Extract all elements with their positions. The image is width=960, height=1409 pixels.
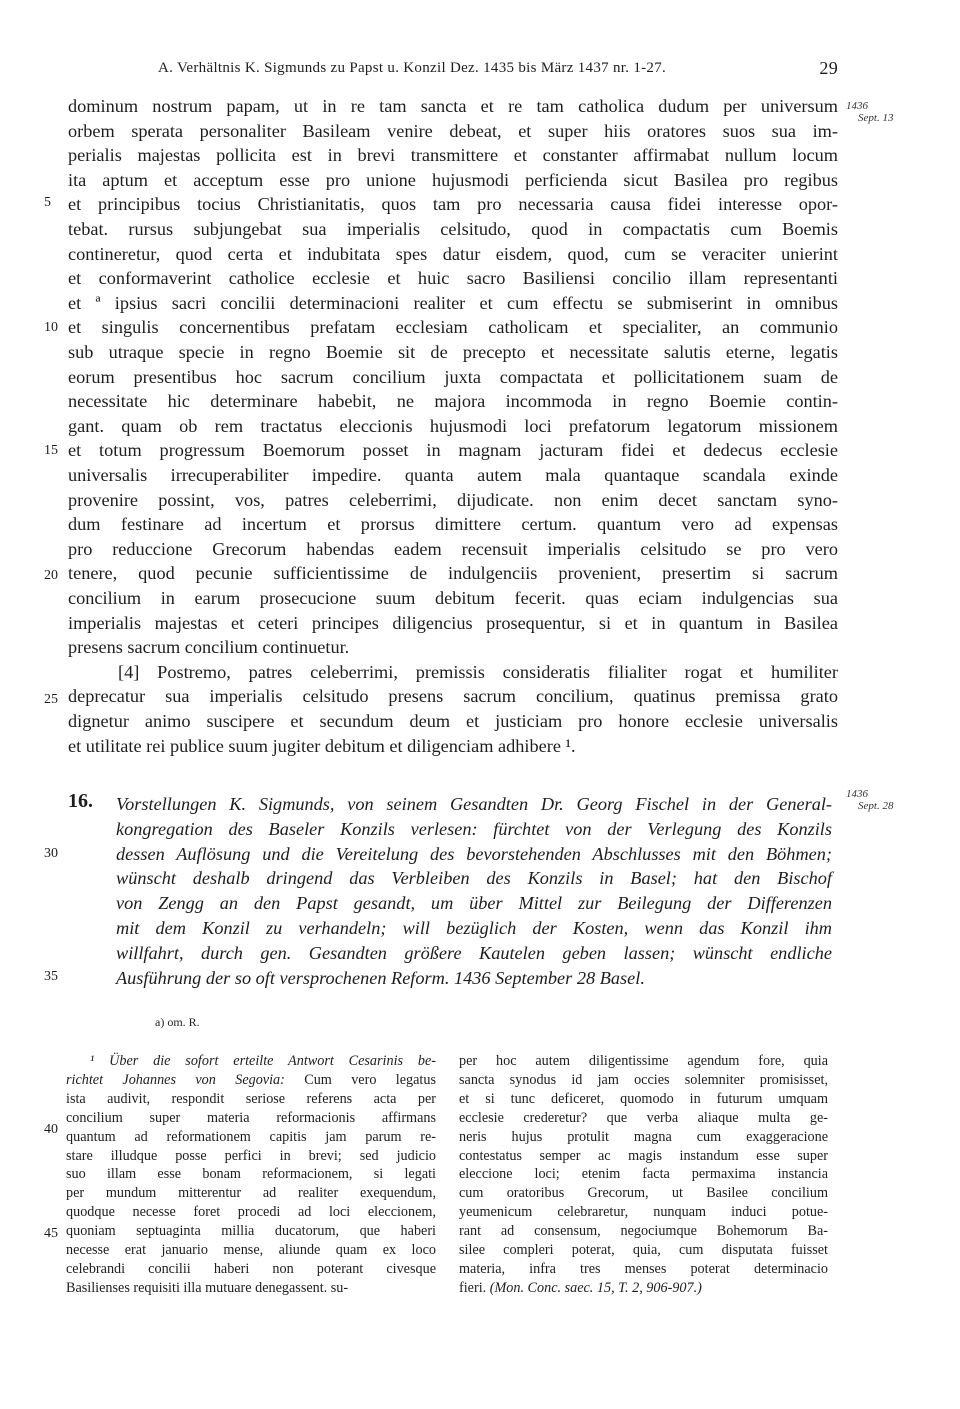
regest-line: von Zengg an den Papst gesandt, um über Mittel zur Beilegung der Differenzen [116, 893, 832, 914]
footnote-line [459, 1090, 828, 1109]
footnote-line [459, 1071, 828, 1090]
text-line: et conformaverint catholice ecclesie et huic sacro Basiliensi concilio illam representanti [68, 268, 838, 289]
footnote-citation: (Mon. Conc. saec. 15, T. 2, 906-907.) [486, 1279, 702, 1296]
footnote-italic: ¹ Über die sofort erteilte Antwort Cesarinis be- [90, 1053, 436, 1069]
text-line: et ª ipsius sacri concilii determinacioni realiter et cum effectu se submiserint in omnibus [68, 292, 838, 313]
regest-line: mit dem Konzil zu verhandeln; will bezüglich der Kosten, wenn das Konzil ihm [116, 918, 832, 938]
footnote-line [66, 1052, 436, 1071]
footnote-text: suo illam esse bonam reformacionem, si legati [66, 1166, 436, 1183]
text-line: concilium in earum prosecucione suum debitum fecerit. quas eciam indulgencias sua [68, 588, 838, 608]
footnote-line [66, 1128, 436, 1147]
footnote-text: yeumenicum celebraretur, nunquam induci potue- [459, 1204, 828, 1221]
text-line: et singulis concernentibus prefatam ecclesiam catholicam et specialiter, an communio [68, 317, 838, 338]
footnote-text: necesse erat januario mense, aliunde quam ex loco [66, 1242, 436, 1259]
document-number: 16. [68, 790, 93, 812]
footnote-line [66, 1165, 436, 1184]
footnote-line [459, 1109, 828, 1128]
text-line: contineretur, quod certa et indubitata spes datur eisdem, quod, cum se veraciter unierint [68, 243, 838, 264]
footnote-text: Basilienses requisiti illa mutuare denegassent. su- [66, 1279, 349, 1296]
regest-line: Ausführung der so oft versprochenen Reform. 1436 September 28 Basel. [116, 967, 645, 988]
margin-date-1436-sept-13 [846, 100, 893, 124]
text-line: universalis irrecuperabiliter impedire. quanta autem mala quantaque scandala exinde [68, 465, 838, 485]
footnote-line [459, 1052, 828, 1071]
regest-line: wünscht deshalb dringend das Verbleiben des Konzils in Basel; hat den Bischof [116, 868, 832, 889]
line-number: 45 [44, 1226, 58, 1241]
footnote-line [66, 1147, 436, 1166]
line-number: 15 [44, 443, 58, 458]
text-line: et totum progressum Boemorum posset in magnam jacturam fidei et dedecus ecclesie [68, 440, 838, 461]
footnote-line [459, 1222, 828, 1241]
footnote-1-right-column [459, 1052, 828, 1298]
footnote-line [66, 1279, 436, 1298]
footnote-text: eleccione loci; etenim facta permaxima instancia [459, 1166, 828, 1183]
footnote-line [66, 1203, 436, 1222]
footnote-a: a) om. R. [155, 1015, 200, 1029]
text-line: gant. quam ob rem tractatus eleccionis hujusmodi loci prefatorum legatorum missionem [68, 415, 838, 436]
footnote-text: per hoc autem diligentissime agendum fore, quia [459, 1053, 828, 1069]
margin-year: 1436 [846, 100, 868, 112]
footnote-1-left-column [66, 1052, 436, 1298]
margin-year: 1436 [846, 788, 868, 800]
footnote-text: Cum vero legatus [284, 1071, 436, 1088]
footnote-line [66, 1260, 436, 1279]
page-number: 29 [819, 58, 838, 78]
text-line: deprecatur sua imperialis celsitudo presens sacrum concilium, quatinus premissa grato [68, 686, 838, 707]
regest-line: Vorstellungen K. Sigmunds, von seinem Gesandten Dr. Georg Fischel in der General- [116, 794, 832, 814]
text-line: imperialis majestas et ceteri principes diligencius prosequentur, si et in quantum in Basilea [68, 612, 838, 633]
footnote-line [66, 1184, 436, 1203]
footnote-line [459, 1203, 828, 1222]
line-number: 30 [44, 846, 58, 861]
margin-day: Sept. 28 [858, 800, 894, 812]
footnote-text: quoniam septuaginta millia ducatorum, que haberi [66, 1223, 436, 1240]
text-line: eorum presentibus hoc sacrum concilium juxta compactata et pollicitationem suam de [68, 366, 838, 387]
footnote-text: cum oratoribus Grecorum, ut Basilee concilium [459, 1185, 828, 1202]
footnote-text: celebrandi concilii haberi non poterant civesque [66, 1260, 436, 1277]
text-line: dum festinare ad incertum et prorsus dimittere certum. quantum vero ad expensas [68, 514, 838, 535]
footnote-line [66, 1241, 436, 1260]
footnote-text: silee compleri poterat, quia, cum disputata fuisset [459, 1242, 828, 1259]
text-line: perialis majestas pollicita est in brevi transmittere et constanter affirmabat nullum locum [68, 145, 838, 166]
regest-line: kongregation des Baseler Konzils verlesen: fürchtet von der Verlegung des Konzils [116, 818, 832, 839]
regest-line: dessen Auflösung und die Vereitelung des bevorstehenden Abschlusses mit den Böhmen; [116, 843, 832, 864]
text-line: tebat. rursus subjungebat sua imperialis celsitudo, quod in compactatis cum Boemis [68, 219, 838, 239]
text-line: dignetur animo suscipere et secundum deum et justiciam pro honore ecclesie universalis [68, 711, 838, 731]
text-line: tenere, quod pecunie sufficientissime de indulgenciis provenient, presertim si sacrum [68, 563, 838, 584]
footnote-text: neris hujus protulit magna cum exaggeracione [459, 1128, 828, 1145]
line-number: 10 [44, 320, 58, 335]
footnote-text: contestatus semper ac magis instandum esse super [459, 1147, 828, 1164]
footnote-text: quodque necesse foret procedi ad loci eleccionem, [66, 1204, 436, 1221]
footnote-text: rant ad consensum, negociumque Bohemorum Ba- [459, 1223, 828, 1240]
text-line: orbem sperata personaliter Basileam venire debeat, et super hiis oratores suos sua im- [68, 120, 838, 141]
text-line: pro reduccione Grecorum habendas eadem recensuit imperialis celsitudo se pro vero [68, 538, 838, 559]
footnote-italic: richtet Johannes von Segovia: [66, 1071, 285, 1088]
footnote-text: fieri. [459, 1279, 487, 1296]
text-line: et principibus tocius Christianitatis, quos tam pro necessaria causa fidei interesse opor- [68, 194, 838, 215]
text-line: sub utraque specie in regno Boemie sit de precepto et necessitate salutis eterne, legatis [68, 342, 838, 362]
footnote-line [459, 1260, 828, 1279]
footnote-line [459, 1165, 828, 1184]
footnote-text: ecclesie crederetur? que verba aliaque multa ge- [459, 1109, 828, 1126]
text-line: ita aptum et acceptum esse pro unione hujusmodi perficienda sicut Basilea pro regibus [68, 169, 838, 190]
line-number: 40 [44, 1122, 58, 1137]
footnote-text: per mundum mitterentur ad realiter exequendum, [66, 1185, 436, 1202]
footnote-text: stare illudque posse perfici in brevi; sed judicio [66, 1147, 436, 1164]
footnote-line [66, 1071, 436, 1090]
margin-date-1436-sept-28 [846, 788, 893, 812]
footnote-line [459, 1128, 828, 1147]
footnote-line [66, 1222, 436, 1241]
text-line: [4] Postremo, patres celeberrimi, premissis consideratis filialiter rogat et humiliter [118, 661, 838, 682]
footnote-line [66, 1109, 436, 1128]
line-number: 20 [44, 568, 58, 583]
footnote-text: quantum ad reformationem capitis jam parum re- [66, 1128, 436, 1145]
line-number: 35 [44, 969, 58, 984]
margin-day: Sept. 13 [858, 112, 894, 124]
regest-line: willfahrt, durch gen. Gesandten größere Kautelen geben lassen; wünscht endliche [116, 942, 832, 963]
footnote-line [459, 1184, 828, 1203]
running-header [158, 60, 838, 84]
text-line: et utilitate rei publice suum jugiter debitum et diligenciam adhibere ¹. [68, 735, 576, 756]
running-title: A. Verhältnis K. Sigmunds zu Papst u. Konzil Dez. 1435 bis März 1437 nr. 1-27. [158, 60, 667, 76]
footnote-text: materia, infra tres menses poterat determinacio [459, 1260, 828, 1277]
text-line: necessitate hic determinare habebit, ne majora incommoda in regno Boemie contin- [68, 391, 838, 412]
footnote-line [459, 1279, 828, 1298]
line-number: 25 [44, 692, 58, 707]
text-line: dominum nostrum papam, ut in re tam sancta et re tam catholica dudum per universum [68, 96, 838, 116]
footnote-text: ista audivit, respondit seriose referens acta per [66, 1090, 436, 1107]
text-line: presens sacrum concilium continuetur. [68, 637, 350, 658]
footnote-line [66, 1090, 436, 1109]
footnote-line [459, 1147, 828, 1166]
footnote-text: concilium super materia reformacionis affirmans [66, 1109, 436, 1126]
footnote-line [459, 1241, 828, 1260]
footnote-text: sancta synodus id jam occies solemniter promisisset, [459, 1071, 828, 1088]
line-number: 5 [44, 195, 51, 210]
footnote-text: et si tunc deficeret, quomodo in futurum umquam [459, 1090, 828, 1107]
text-line: provenire possint, vos, patres celeberrimi, dijudicate. non enim decet sanctam syno- [68, 489, 838, 510]
